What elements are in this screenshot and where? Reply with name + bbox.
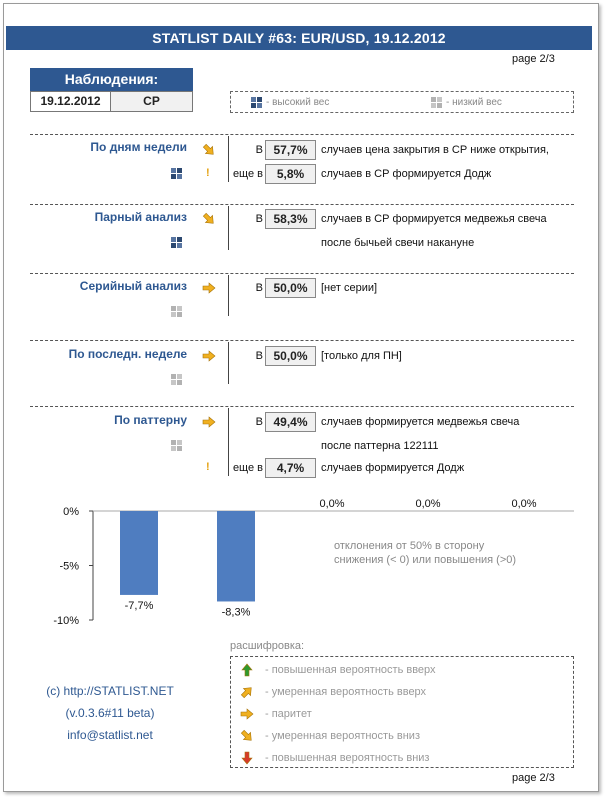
exclamation-icon: !	[206, 461, 210, 473]
legend-item-label: - умеренная вероятность вниз	[265, 730, 420, 742]
section-divider	[228, 136, 229, 182]
line-description: случаев цена закрытия в СР ниже открытия,	[321, 144, 549, 156]
line-description: после бычьей свечи накануне	[321, 237, 475, 249]
moderate-down-arrow-icon-svg	[202, 143, 216, 157]
weight-legend-high-label: - высокий вес	[266, 96, 330, 108]
percentage-value: 57,7%	[265, 140, 316, 160]
line-description: [только для ПН]	[321, 350, 402, 362]
high-weight-icon	[251, 97, 262, 108]
section-weight	[171, 164, 182, 179]
strong-down-arrow-icon-svg	[240, 751, 254, 765]
low-weight-icon	[431, 97, 442, 108]
section-divider	[228, 275, 229, 316]
strong-up-arrow-icon	[239, 663, 255, 677]
legend-item	[239, 707, 312, 721]
section-divider	[228, 408, 229, 476]
legend-item-label: - паритет	[265, 708, 312, 720]
section-divider	[228, 342, 229, 384]
section-label: Серийный анализ	[79, 279, 187, 293]
weight-legend-low	[431, 97, 502, 108]
section-weight	[171, 302, 182, 317]
credits-version: (v.0.3.6#11 beta)	[65, 706, 155, 720]
moderate-up-arrow-icon-svg	[240, 685, 254, 699]
legend-item-label: - умеренная вероятность вверх	[265, 686, 427, 698]
section-separator	[30, 204, 574, 205]
exclamation-icon: !	[206, 167, 210, 179]
credits-site[interactable]: (c) http://STATLIST.NET	[46, 684, 174, 698]
section-label: По паттерну	[114, 413, 187, 427]
parity-arrow-icon-svg	[202, 281, 216, 295]
parity-arrow-icon-svg	[240, 707, 254, 721]
moderate-down-arrow-icon	[202, 212, 216, 229]
parity-arrow-icon	[239, 707, 255, 721]
section-weight	[171, 370, 182, 385]
moderate-down-arrow-icon-svg	[240, 729, 254, 743]
credits-email[interactable]: info@statlist.net	[67, 728, 153, 742]
bar-value-label: 0,0%	[415, 498, 441, 510]
bar	[120, 511, 158, 595]
bar-value-label: 0,0%	[319, 498, 345, 510]
line-description: случаев в СР формируется Додж	[321, 168, 492, 180]
percentage-value: 50,0%	[265, 278, 316, 298]
line-prefix: В	[255, 144, 263, 156]
legend-item	[239, 729, 420, 743]
weight-legend	[230, 91, 574, 113]
bar-value-label: -7,7%	[124, 599, 154, 612]
section-separator	[30, 406, 574, 407]
chart-note: отклонения от 50% в сторону снижения (< 0) или повышения (>0)	[334, 540, 517, 566]
section-label: По дням недели	[90, 140, 187, 154]
parity-arrow-icon	[202, 415, 216, 432]
percentage-value: 5,8%	[265, 164, 316, 184]
section-label: По последн. неделе	[68, 347, 187, 361]
moderate-down-arrow-icon	[239, 729, 255, 743]
high-weight-icon	[171, 168, 182, 179]
section-weight	[171, 233, 182, 248]
percentage-value: 49,4%	[265, 412, 316, 432]
bar	[217, 511, 255, 601]
section-label: Парный анализ	[94, 210, 187, 224]
report-title: STATLIST DAILY #63: EUR/USD, 19.12.2012	[6, 26, 592, 50]
observations-row	[30, 91, 193, 112]
line-prefix: В	[255, 350, 263, 362]
low-weight-icon	[171, 440, 182, 451]
bar-value-label: -8,3%	[221, 606, 251, 619]
strong-down-arrow-icon	[239, 751, 255, 765]
weight-legend-low-label: - низкий вес	[446, 96, 502, 108]
observation-day: СР	[111, 92, 192, 111]
line-description: [нет серии]	[321, 282, 378, 294]
weight-legend-high	[251, 97, 329, 108]
legend-caption: расшифровка:	[230, 640, 305, 652]
page-number-top: page 2/3	[512, 53, 555, 65]
line-prefix: еще в	[232, 168, 263, 180]
parity-arrow-icon-svg	[202, 349, 216, 363]
legend-item	[239, 663, 436, 677]
parity-arrow-icon-svg	[202, 415, 216, 429]
section-separator	[30, 134, 574, 135]
parity-arrow-icon	[202, 349, 216, 366]
moderate-down-arrow-icon	[202, 143, 216, 160]
high-weight-icon	[171, 237, 182, 248]
observation-date: 19.12.2012	[31, 92, 111, 111]
percentage-value: 50,0%	[265, 346, 316, 366]
moderate-down-arrow-icon-svg	[202, 212, 216, 226]
moderate-up-arrow-icon	[239, 685, 255, 699]
line-prefix: В	[255, 416, 263, 428]
bar-value-label: 0,0%	[511, 498, 537, 510]
section-weight	[171, 436, 182, 451]
line-prefix: В	[255, 213, 263, 225]
legend-item	[239, 685, 426, 699]
y-tick-label: 0%	[63, 506, 79, 518]
percentage-value: 4,7%	[265, 458, 316, 478]
page-number-bottom: page 2/3	[512, 772, 555, 784]
line-description: после паттерна 122111	[321, 440, 439, 452]
section-divider	[228, 206, 229, 250]
y-tick-label: -5%	[59, 560, 79, 573]
low-weight-icon	[171, 374, 182, 385]
line-description: случаев формируется Додж	[321, 462, 465, 474]
strong-up-arrow-icon-svg	[240, 663, 254, 677]
legend-item	[239, 751, 429, 765]
line-description: случаев в СР формируется медвежья свеча	[321, 213, 547, 225]
line-description: случаев формируется медвежья свеча	[321, 416, 520, 428]
percentage-value: 58,3%	[265, 209, 316, 229]
low-weight-icon	[171, 306, 182, 317]
line-prefix: В	[255, 282, 263, 294]
section-separator	[30, 273, 574, 274]
line-prefix: еще в	[232, 462, 263, 474]
section-separator	[30, 340, 574, 341]
observations-title: Наблюдения:	[30, 68, 193, 91]
y-tick-label: -10%	[53, 615, 79, 627]
legend-item-label: - повышенная вероятность вниз	[265, 752, 430, 764]
parity-arrow-icon	[202, 281, 216, 298]
arrow-legend	[230, 656, 574, 768]
legend-item-label: - повышенная вероятность вверх	[265, 664, 436, 676]
